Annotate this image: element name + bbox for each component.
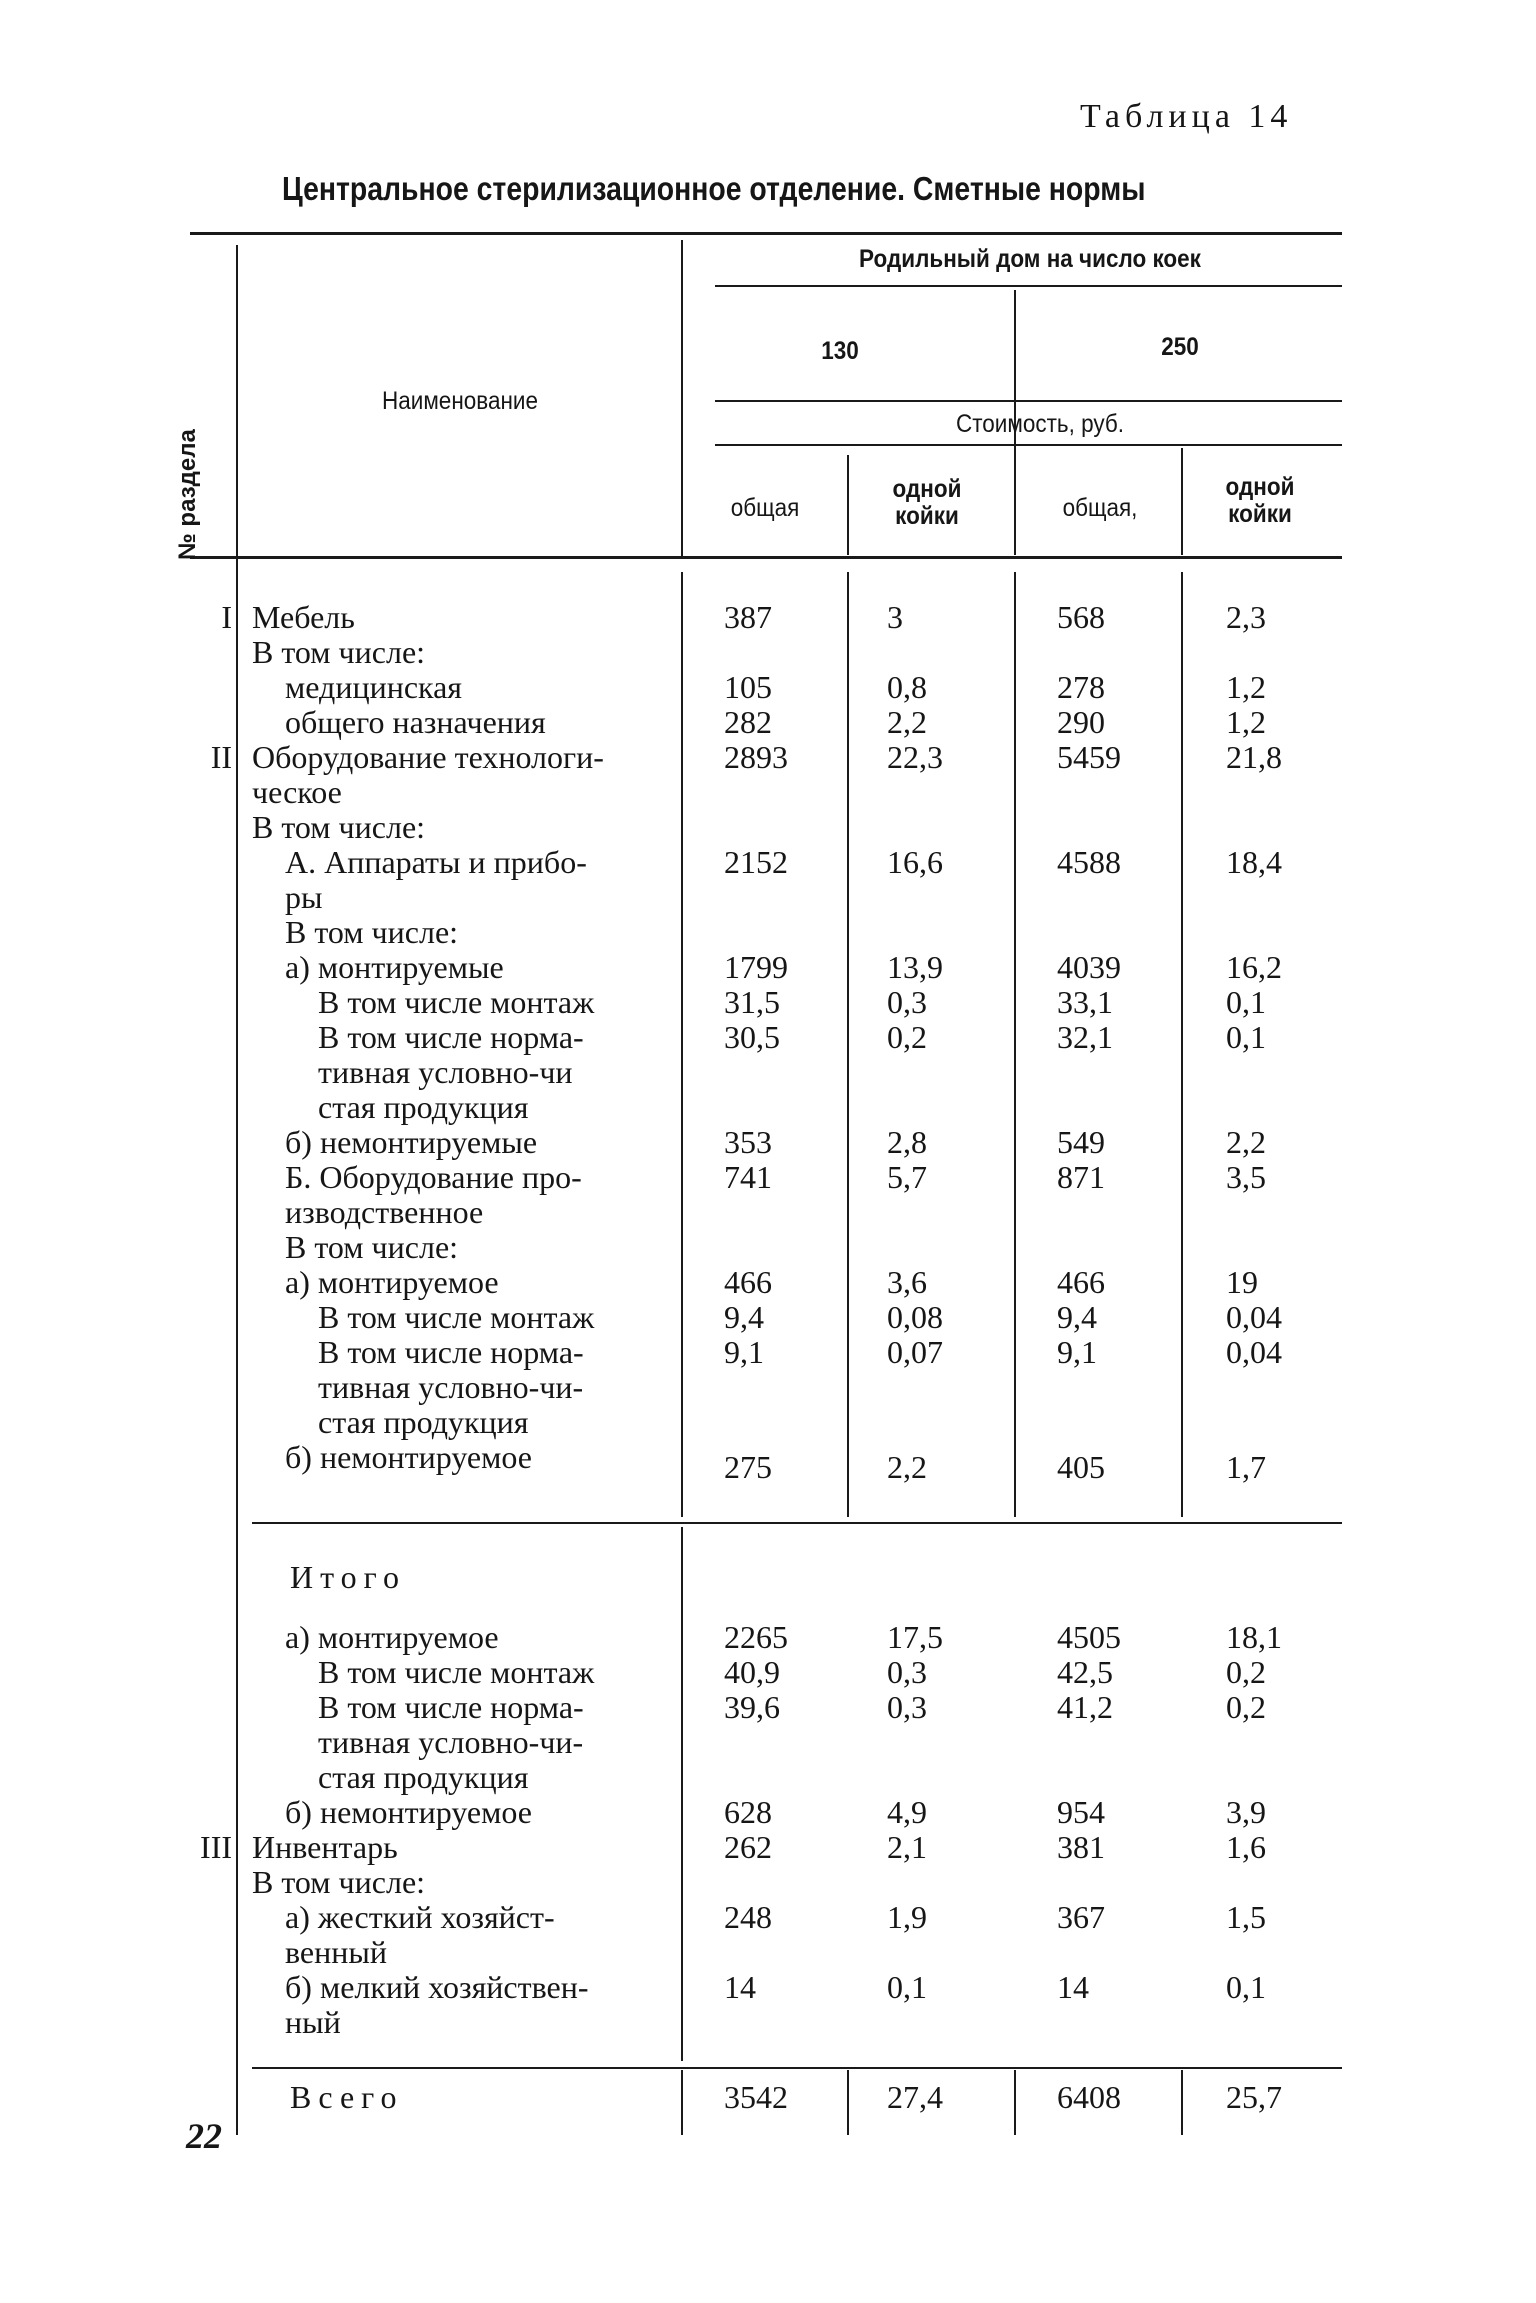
row-label: Инвентарь [252, 1829, 398, 1865]
header-bottom-rule [190, 556, 1342, 559]
cell-value: 1,9 [887, 1899, 927, 1935]
cell-value: 954 [1057, 1794, 1105, 1830]
cell-value: 17,5 [887, 1619, 943, 1655]
row-label: В том числе: [252, 809, 426, 845]
name-col-divider-body2 [681, 1527, 683, 2061]
section-number: II [210, 739, 232, 775]
name-col-divider-body3 [681, 2070, 683, 2135]
row-label: тивная условно-чи- [318, 1724, 584, 1760]
row-label: а) монтируемое [285, 1619, 499, 1655]
beds-130-header: 130 [821, 337, 859, 365]
row-label: Б. Оборудование про- [285, 1159, 582, 1195]
row-label: тивная условно-чи- [318, 1369, 584, 1405]
cell-value: 381 [1057, 1829, 1105, 1865]
cell-value: 0,2 [1226, 1689, 1266, 1725]
cell-value: 278 [1057, 669, 1105, 705]
cell-value: 568 [1057, 599, 1105, 635]
cell-value: 33,1 [1057, 984, 1113, 1020]
beds-250-header: 250 [1161, 333, 1199, 361]
cell-value: 2152 [724, 844, 788, 880]
page-number: 22 [186, 2116, 222, 2156]
row-label: В том числе монтаж [318, 1654, 595, 1690]
cell-value: 0,3 [887, 1654, 927, 1690]
cell-value: 0,2 [1226, 1654, 1266, 1690]
cell-value: 0,07 [887, 1334, 943, 1370]
row-label: изводственное [285, 1194, 484, 1230]
cell-value: 105 [724, 669, 772, 705]
cell-value: 5,7 [887, 1159, 927, 1195]
cell-value: 290 [1057, 704, 1105, 740]
cell-value: 13,9 [887, 949, 943, 985]
cell-value: 39,6 [724, 1689, 780, 1725]
header-rule-cost [715, 444, 1342, 446]
row-label: В том числе монтаж [318, 1299, 595, 1335]
table-caption: Таблица 14 [1080, 98, 1293, 135]
cell-value: 16,2 [1226, 949, 1282, 985]
col-divider-2-body2 [1014, 2070, 1016, 2135]
section-col-divider [236, 245, 238, 2135]
cell-value: 4588 [1057, 844, 1121, 880]
cell-value: 2,2 [1226, 1124, 1266, 1160]
cell-value: 3,9 [1226, 1794, 1266, 1830]
row-label: а) монтируемое [285, 1264, 499, 1300]
per-bed-130-header-line1: одной [892, 475, 962, 503]
row-label: стая продукция [318, 1404, 529, 1440]
cell-value: 19 [1226, 1264, 1258, 1300]
cell-value: 353 [724, 1124, 772, 1160]
cell-value: 2,1 [887, 1829, 927, 1865]
cell-value: 4505 [1057, 1619, 1121, 1655]
col-divider-3-body1 [1181, 572, 1183, 1517]
total-250-header: общая, [1062, 494, 1138, 522]
cell-value: 6408 [1057, 2079, 1121, 2115]
row-label: б) немонтируемое [285, 1439, 532, 1475]
row-label: В том числе: [252, 634, 426, 670]
cell-value: 9,4 [724, 1299, 764, 1335]
cell-value: 14 [724, 1969, 756, 2005]
row-label: б) мелкий хозяйствен- [285, 1969, 589, 2005]
cell-value: 40,9 [724, 1654, 780, 1690]
cell-value: 2,3 [1226, 599, 1266, 635]
row-label: общего назначения [285, 704, 546, 740]
name-column-header: Наименование [382, 387, 538, 415]
cell-value: 0,08 [887, 1299, 943, 1335]
section-number: I [221, 599, 232, 635]
cell-value: 1,7 [1226, 1449, 1266, 1485]
row-label: а) жесткий хозяйст- [285, 1899, 555, 1935]
cell-value: 3,5 [1226, 1159, 1266, 1195]
per-bed-250-header-line1: одной [1225, 473, 1295, 501]
cell-value: 466 [724, 1264, 772, 1300]
cell-value: 4039 [1057, 949, 1121, 985]
row-label: а) монтируемые [285, 949, 504, 985]
cell-value: 41,2 [1057, 1689, 1113, 1725]
cell-value: 549 [1057, 1124, 1105, 1160]
row-label: В том числе: [285, 1229, 459, 1265]
cell-value: 1,2 [1226, 704, 1266, 740]
header-rule-group [715, 285, 1342, 287]
group-header: Родильный дом на число коек [859, 245, 1201, 273]
cell-value: 282 [724, 704, 772, 740]
row-label: венный [285, 1934, 387, 1970]
col-divider-3-body2 [1181, 2070, 1183, 2135]
row-label: В том числе норма- [318, 1689, 584, 1725]
cell-value: 30,5 [724, 1019, 780, 1055]
cell-value: 628 [724, 1794, 772, 1830]
cell-value: 22,3 [887, 739, 943, 775]
cell-value: 871 [1057, 1159, 1105, 1195]
cell-value: 275 [724, 1449, 772, 1485]
table-title: Центральное стерилизационное отделение. Сметные нормы [282, 170, 1146, 207]
cell-value: 25,7 [1226, 2079, 1282, 2115]
cell-value: 14 [1057, 1969, 1089, 2005]
cell-value: 3 [887, 599, 903, 635]
cell-value: 3,6 [887, 1264, 927, 1300]
cell-value: 0,3 [887, 1689, 927, 1725]
col-divider-1-body2 [847, 2070, 849, 2135]
row-label: А. Аппараты и прибо- [285, 844, 587, 880]
row-label: стая продукция [318, 1759, 529, 1795]
row-label: Оборудование технологи- [252, 739, 604, 775]
cell-value: 0,8 [887, 669, 927, 705]
per-bed-130-header-line2: койки [895, 502, 959, 530]
cell-value: 0,1 [1226, 1969, 1266, 2005]
row-label: стая продукция [318, 1089, 529, 1125]
cell-value: 18,4 [1226, 844, 1282, 880]
cost-header: Стоимость, руб. [955, 410, 1125, 438]
cell-value: 248 [724, 1899, 772, 1935]
cell-value: 5459 [1057, 739, 1121, 775]
cell-value: 32,1 [1057, 1019, 1113, 1055]
cell-value: 387 [724, 599, 772, 635]
cell-value: 16,6 [887, 844, 943, 880]
cell-value: 0,1 [887, 1969, 927, 2005]
per-bed-250-header-line2: койки [1228, 500, 1292, 528]
row-label: В том числе норма- [318, 1019, 584, 1055]
row-label: ры [285, 879, 323, 915]
cell-value: 1,2 [1226, 669, 1266, 705]
col-divider-1-body1 [847, 572, 849, 1517]
cell-value: 9,1 [1057, 1334, 1097, 1370]
cell-value: 4,9 [887, 1794, 927, 1830]
row-label: Мебель [252, 599, 355, 635]
cell-value: 2,2 [887, 1449, 927, 1485]
cell-value: 0,1 [1226, 984, 1266, 1020]
cell-value: 405 [1057, 1449, 1105, 1485]
name-col-divider-header [681, 240, 683, 556]
cell-value: 9,1 [724, 1334, 764, 1370]
cell-value: 0,2 [887, 1019, 927, 1055]
row-label: б) немонтируемое [285, 1794, 532, 1830]
cell-value: 1,5 [1226, 1899, 1266, 1935]
cell-value: 262 [724, 1829, 772, 1865]
row-label: медицинская [285, 669, 462, 705]
cell-value: 466 [1057, 1264, 1105, 1300]
cell-value: 0,04 [1226, 1299, 1282, 1335]
cell-value: 2,2 [887, 704, 927, 740]
total-130-header: общая [730, 494, 800, 522]
cell-value: 1,6 [1226, 1829, 1266, 1865]
row-label: Всего [290, 2079, 404, 2115]
cell-value: 42,5 [1057, 1654, 1113, 1690]
cell-value: 0,1 [1226, 1019, 1266, 1055]
col-divider-2-body1 [1014, 572, 1016, 1517]
name-col-divider-body1 [681, 572, 683, 1517]
cell-value: 0,04 [1226, 1334, 1282, 1370]
row-label: В том числе норма- [318, 1334, 584, 1370]
col-divider-1-header [847, 455, 849, 555]
table-top-rule [190, 232, 1342, 235]
cell-value: 3542 [724, 2079, 788, 2115]
vsego-rule [252, 2067, 1342, 2069]
cell-value: 0,3 [887, 984, 927, 1020]
cell-value: 2893 [724, 739, 788, 775]
row-label: Итого [290, 1559, 406, 1595]
row-label: б) немонтируемые [285, 1124, 538, 1160]
row-label: ный [285, 2004, 341, 2040]
cell-value: 741 [724, 1159, 772, 1195]
header-rule-beds [715, 400, 1342, 402]
cell-value: 2,8 [887, 1124, 927, 1160]
cell-value: 367 [1057, 1899, 1105, 1935]
itogo-rule [252, 1522, 1342, 1524]
cell-value: 1799 [724, 949, 788, 985]
cell-value: 2265 [724, 1619, 788, 1655]
cell-value: 31,5 [724, 984, 780, 1020]
cell-value: 18,1 [1226, 1619, 1282, 1655]
row-label: ческое [252, 774, 342, 810]
row-label: В том числе: [252, 1864, 426, 1900]
section-column-header: № раздела [174, 429, 201, 560]
row-label: В том числе монтаж [318, 984, 595, 1020]
row-label: тивная условно-чи [318, 1054, 573, 1090]
cell-value: 27,4 [887, 2079, 943, 2115]
section-number: III [200, 1829, 232, 1865]
row-label: В том числе: [285, 914, 459, 950]
cell-value: 9,4 [1057, 1299, 1097, 1335]
col-divider-3-header [1181, 448, 1183, 555]
cell-value: 21,8 [1226, 739, 1282, 775]
